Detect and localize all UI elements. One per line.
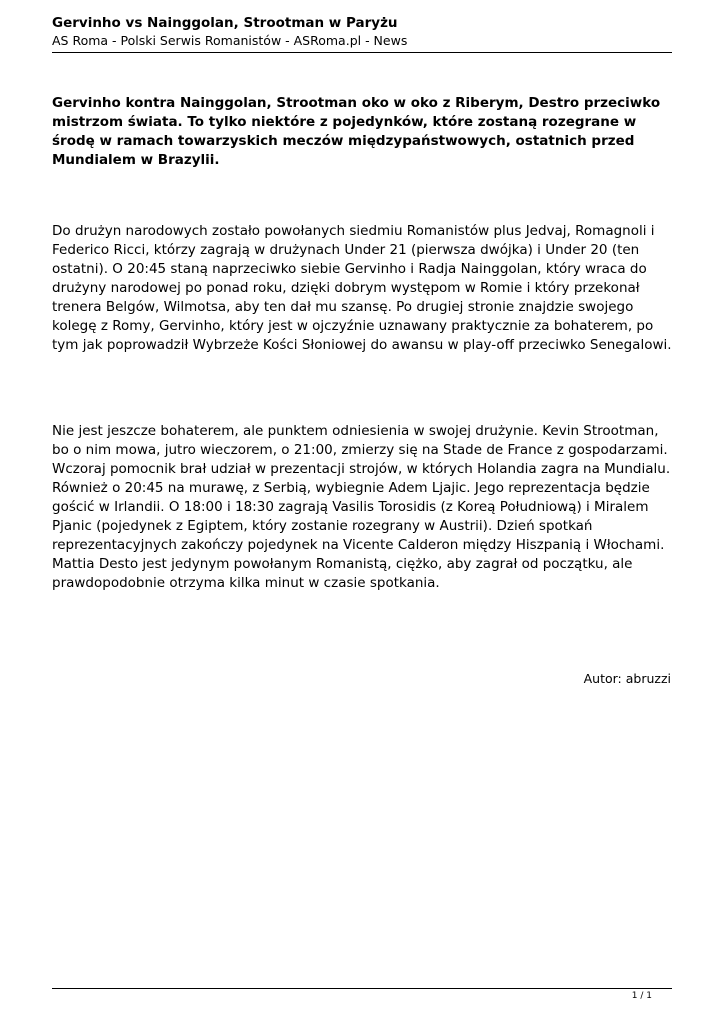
article-paragraph: Do drużyn narodowych zostało powołanych siedmiu Romanistów plus Jedvaj, Romagnoli i Federico Ricci, którzy zagrają w drużynach Under 21 (pierwsza dwójka) i Under 20 (ten ostatni). O 20:45 staną naprzeciwko siebie Gervinho i Radja Nainggolan, który wraca do drużyny narodowej po ponad roku, dzięki dobrym występom w Romie i który przekonał trenera Belgów, Wilmotsa, aby ten dał mu szansę. Po drugiej stronie znajdzie swojego kolegę z Romy, Gervinho, który jest w ojczyźnie uznawany praktycznie za bohaterem, po tym jak poprowadził Wybrzeże Kości Słoniowej do awansu w play-off przeciwko Senegalowi. — [52, 223, 672, 353]
document-header — [52, 14, 672, 49]
header-divider — [52, 52, 672, 53]
article-lead: Gervinho kontra Nainggolan, Strootman oko w oko z Riberym, Destro przeciwko mistrzom świata. To tylko niektóre z pojedynków, które zostaną rozegrane w środę w ramach towarzyskich meczów międzypaństwowych, ostatnich przed Mundialem w Brazylii. — [52, 95, 661, 168]
footer-divider — [52, 988, 672, 989]
page-number: 1 / 1 — [631, 991, 652, 1001]
site-subtitle: AS Roma - Polski Serwis Romanistów - ASRoma.pl - News — [52, 33, 408, 48]
article-author: Autor: abruzzi — [583, 671, 671, 686]
article-paragraph: Nie jest jeszcze bohaterem, ale punktem odniesienia w swojej drużynie. Kevin Strootman, bo o nim mowa, jutro wieczorem, o 21:00, zmierzy się na Stade de France z gospodarzami. Wczoraj pomocnik brał udział w prezentacji strojów, w których Holandia zagra na Mundialu. Również o 20:45 na murawę, z Serbią, wybiegnie Adem Ljajic. Jego reprezentacja będzie gościć w Irlandii. O 18:00 i 18:30 zagrają Vasilis Torosidis (z Koreą Południową) i Miralem Pjanic (pojedynek z Egiptem, który zostanie rozegrany w Austrii). Dzień spotkań reprezentacyjnych zakończy pojedynek na Vicente Calderon między Hiszpanią i Włochami. Mattia Desto jest jedynym powołanym Romanistą, ciężko, aby zagrał od początku, ale prawdopodobnie otrzyma kilka minut w czasie spotkania. — [52, 423, 671, 591]
document-title: Gervinho vs Nainggolan, Strootman w Paryżu — [52, 15, 398, 31]
